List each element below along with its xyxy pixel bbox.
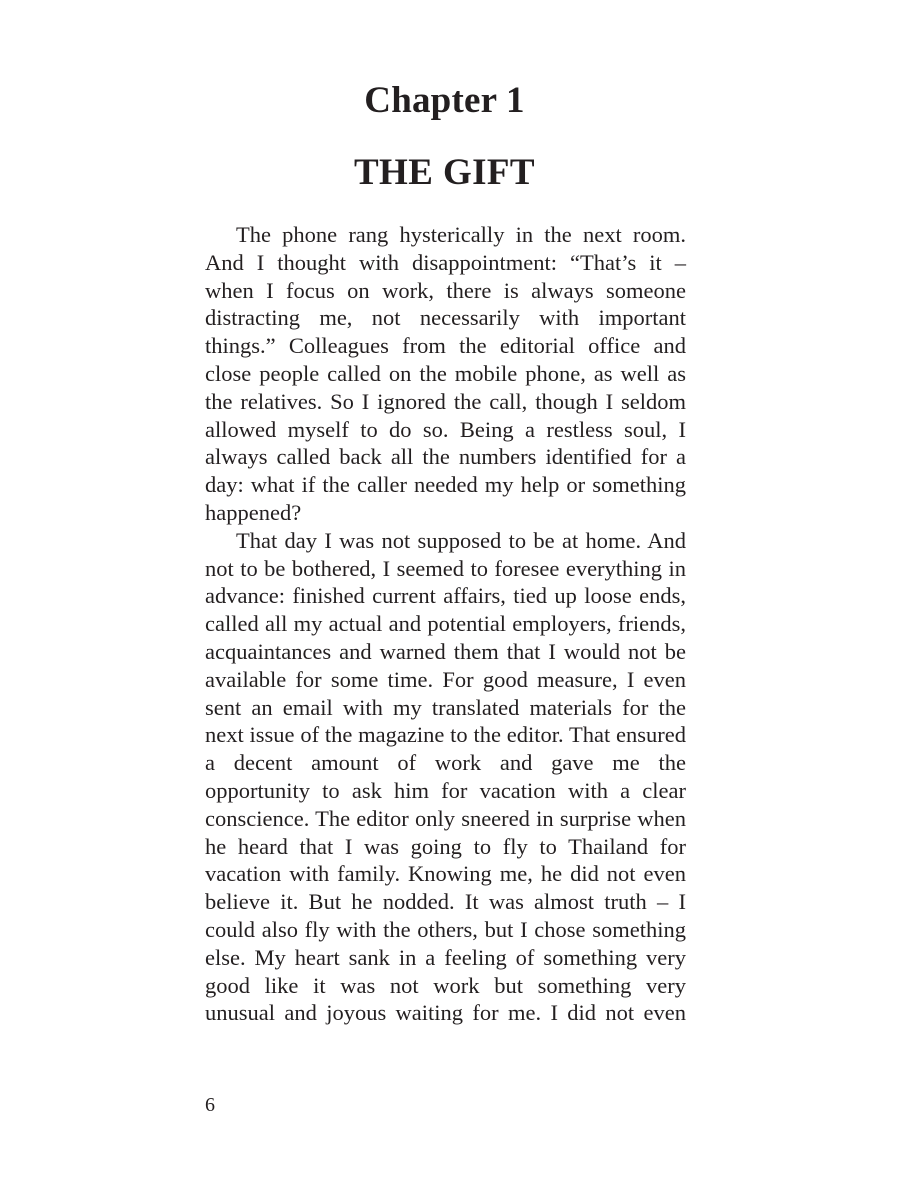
page-number: 6: [205, 1094, 215, 1116]
paragraph: That day I was not supposed to be at home. And not to be bothered, I seemed to foresee everything in advance: finished current affairs, tied up loose ends, called all my actual and potential employers, friends, acquaintances and warned them that I would not be available for some time. For good measure, I even sent an email with my translated materials for the next issue of the magazine to the editor. That ensured a decent amount of work and gave me the opportunity to ask him for vacation with a clear conscience. The editor only sneered in surprise when he heard that I was going to fly to Thailand for vacation with family. Knowing me, he did not even believe it. But he nodded. It was almost truth – I could also fly with the others, but I chose something else. My heart sank in a feeling of something very good like it was not work but something very unusual and joyous waiting for me. I did not even: [205, 527, 686, 1026]
chapter-number: Chapter 1: [364, 80, 525, 121]
paragraph: The phone rang hysterically in the next room. And I thought with disappointment: “That’s it – when I focus on work, there is always someone distracting me, not necessarily with important things.” Colleagues from the editorial office and close people called on the mobile phone, as well as the relatives. So I ignored the call, though I seldom allowed myself to do so. Being a restless soul, I always called back all the numbers identified for a day: what if the caller needed my help or something happened?: [205, 222, 686, 525]
chapter-body: [205, 221, 686, 1027]
chapter-title: THE GIFT: [353, 152, 536, 193]
